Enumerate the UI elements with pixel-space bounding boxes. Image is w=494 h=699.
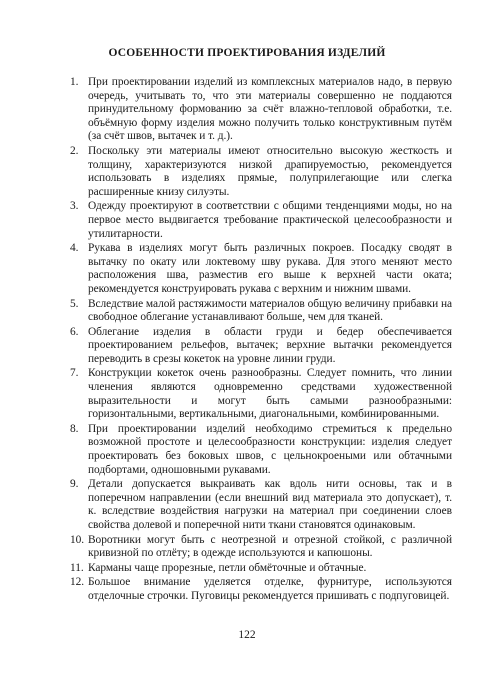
list-item (70, 576, 452, 603)
item-text: При проектировании изделий из комплексных материалов надо, в первую очередь, учитывать то, что эти материалы совершенно не поддаются принудительному формованию за счёт влажно-тепловой обработки, т.е. объёмную форму изделия можно получить только конструктивным путём (за счёт швов, вытачек и т. д.). (88, 76, 452, 143)
item-text: Воротники могут быть с неотрезной и отрезной стойкой, с различной кривизной по отлёту; в одежде используются и капюшоны. (88, 533, 452, 560)
item-number: 4. (70, 242, 79, 255)
item-number: 5. (70, 297, 79, 310)
item-number: 12. (70, 576, 85, 589)
item-number: 11. (70, 561, 84, 574)
list-item (70, 478, 452, 532)
list-item (70, 534, 452, 561)
list-item (70, 423, 452, 477)
item-text: Вследствие малой растяжимости материалов общую величину прибавки на свободное облегание устанавливают больше, чем для тканей. (88, 297, 452, 324)
list-item (70, 298, 452, 325)
item-number: 8. (70, 422, 79, 435)
item-text: Поскольку эти материалы имеют относительно высокую жесткость и толщину, характеризуются низкой драпируемостью, рекомендуется использовать в изделиях прямые, полуприлегающие или слегка расширенные книзу силуэты. (88, 144, 452, 198)
item-number: 6. (70, 325, 79, 338)
item-text: Рукава в изделиях могут быть различных покроев. Посадку сводят в вытачку по окату или локтевому шву рукава. Для этого меняют место расположения шва, разместив его выше к верхней части оката; рекомендуется конструировать рукава с верхним и нижним швами. (88, 242, 452, 295)
list-item (70, 326, 452, 367)
list-item (70, 200, 452, 241)
item-text: Облегание изделия в области груди и бедер обеспечивается проектированием рельефов, вытачек; верхние вытачки рекомендуется переводить в срезы кокеток на уровне линии груди. (88, 325, 452, 365)
item-text: Конструкции кокеток очень разнообразны. Следует помнить, что линии членения являются одновременно средствами художественной выразительности и могут быть самыми разнообразными: горизонтальными, вертикальными, диагональными, комбинированными. (88, 367, 452, 421)
item-text: Большое внимание уделяется отделке, фурнитуре, используются отделочные строчки. Пуговицы рекомендуется пришивать с подпуговицей. (88, 576, 452, 602)
list-item (70, 562, 452, 576)
list-item (70, 242, 452, 296)
page-number: 122 (238, 629, 256, 641)
item-number: 3. (70, 200, 79, 213)
item-number: 9. (70, 478, 79, 491)
list-item (70, 145, 452, 199)
item-number: 10. (70, 533, 85, 546)
item-number: 1. (70, 76, 79, 88)
list-item (70, 367, 452, 421)
item-text: Одежду проектируют в соответствии с общими тенденциями моды, но на первое место выдвигается требование практической целесообразности и утилитарности. (88, 200, 452, 240)
list-item (70, 76, 452, 144)
item-number: 7. (70, 367, 79, 380)
item-text: Детали допускается выкраивать как вдоль нити основы, так и в поперечном направлении (если внешний вид материала это допускает), т. к. вследствие воздействия нагрузки на материал при соединении слоев свойства долевой и поперечной нити ткани становятся одинаковым. (88, 478, 452, 531)
page-title: ОСОБЕННОСТИ ПРОЕКТИРОВАНИЯ ИЗДЕЛИЙ (108, 47, 386, 59)
item-text: Карманы чаще прорезные, петли обмёточные и обтачные. (88, 561, 367, 574)
item-text: При проектировании изделий необходимо стремиться к предельно возможной простоте и целесообразности конструкции: изделия следует проектировать без боковых швов, с цельнокроеными или обтачными подбортами, одношовными рукавами. (88, 422, 452, 476)
item-number: 2. (70, 144, 79, 157)
requirements-list (70, 76, 452, 605)
